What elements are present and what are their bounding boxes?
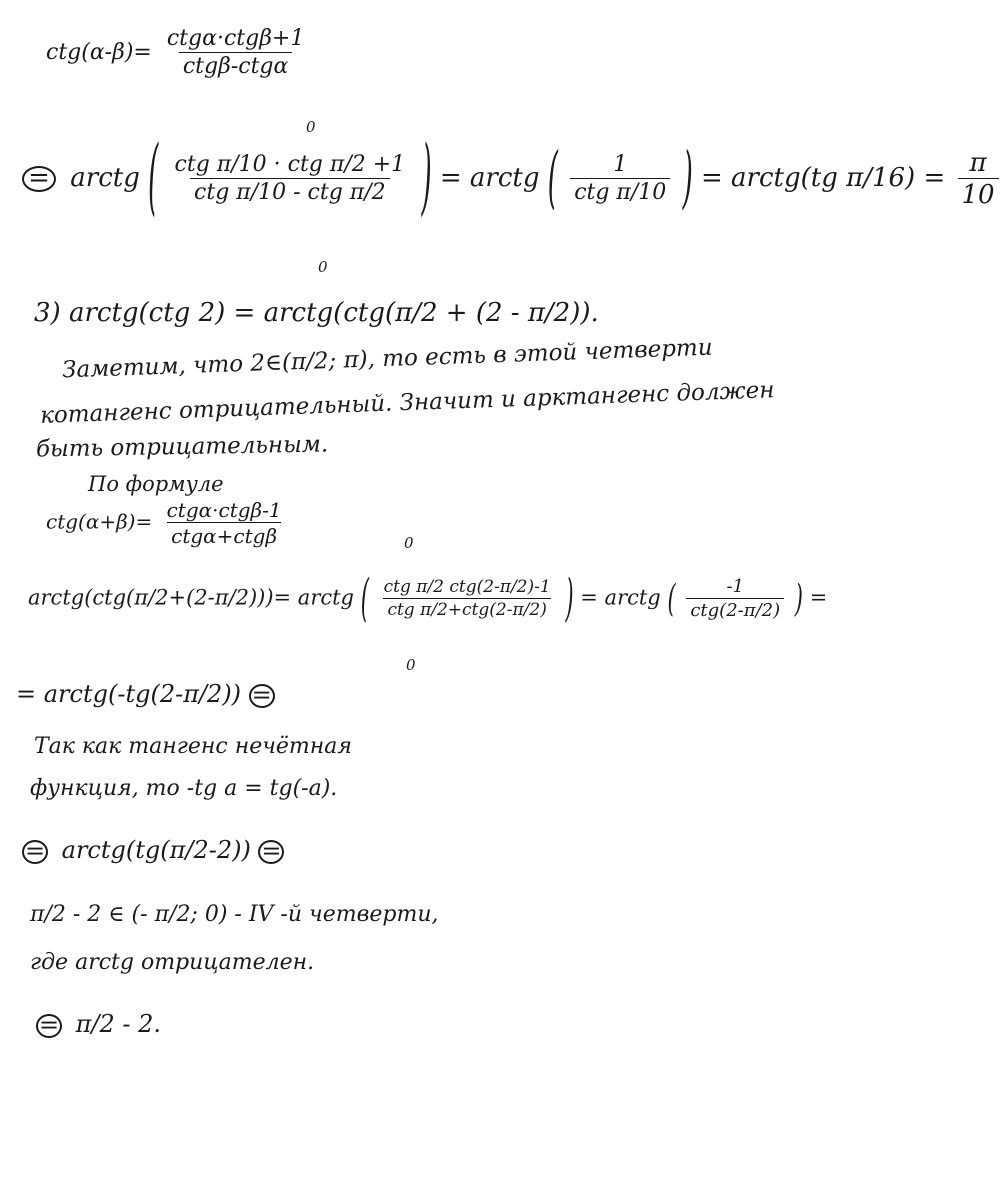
- step2-zero-bottom: 0: [406, 656, 416, 674]
- range-line-2-text: где arctg отрицателен.: [30, 950, 315, 975]
- note-text-2: котангенс отрицательный. Значит и арктангенс должен: [39, 377, 775, 429]
- step1-arctg: arctg: [70, 163, 140, 193]
- odd-note-1: [34, 736, 352, 758]
- note-text-3: быть отрицательным.: [35, 431, 329, 463]
- step1-zero-top: 0: [306, 118, 316, 136]
- formula-ctg-difference: [46, 28, 312, 78]
- note-text-1: Заметим, что 2∈(π/2; π), то есть в этой четверти: [61, 334, 713, 384]
- formula-ctg-sum: [46, 500, 290, 546]
- step2-denominator2: ctg(2-π/2): [686, 598, 784, 620]
- formula1-lhs: ctg(α-β)=: [46, 40, 152, 65]
- note-line-3: [36, 433, 329, 461]
- step1-numerator: ctg π/10 · ctg π/2 +1: [174, 152, 406, 177]
- range-line-2: [30, 952, 314, 974]
- step2-lhs: arctg(ctg(π/2+(2-π/2)))= arctg: [28, 585, 355, 610]
- item3-line: [34, 300, 599, 326]
- step2-paren-close: ): [565, 569, 574, 627]
- formula2-numerator: ctgα·ctgβ-1: [166, 498, 282, 522]
- formula2-denominator: ctgα+ctgβ: [167, 522, 281, 546]
- step1-paren-open: (: [148, 131, 159, 227]
- step2-paren-open: (: [360, 569, 369, 627]
- range-line-text: π/2 - 2 ∈ (- π/2; 0) - IV -й четверти,: [30, 902, 439, 927]
- note-line-2: [40, 379, 775, 428]
- step2-numerator: ctg π/2 ctg(2-π/2)-1: [383, 577, 551, 597]
- step4-eq-circle: =: [22, 840, 48, 864]
- answer-line: [36, 1012, 161, 1038]
- odd-note-text-1: Так как тангенс нечётная: [34, 734, 352, 759]
- step1-paren-close: ): [421, 131, 432, 227]
- formula1-denominator: ctgβ-ctgα: [179, 52, 293, 78]
- answer-text: π/2 - 2.: [75, 1010, 162, 1038]
- formula2-label: [88, 474, 224, 495]
- step2-zero-top: 0: [404, 534, 414, 552]
- step1-zero-bottom: 0: [318, 258, 328, 276]
- step2-paren2-open: (: [667, 576, 676, 620]
- step3-eq-circle: =: [249, 684, 275, 708]
- step2-tail: =: [809, 585, 828, 610]
- step1-result: [958, 150, 999, 208]
- step1-fraction2: [570, 154, 670, 204]
- step1-eq2: = arctg(tg π/16) =: [700, 163, 946, 193]
- step4-eq-circle-2: =: [258, 840, 284, 864]
- step1-fraction: [171, 154, 410, 204]
- step1-denominator2: ctg π/10: [570, 178, 670, 204]
- step2-eq: = arctg: [580, 585, 661, 610]
- range-line: [30, 904, 439, 926]
- step2-line: [28, 569, 828, 627]
- step4-line: [22, 838, 290, 864]
- step1-line: [22, 131, 1003, 227]
- step1-denominator: ctg π/10 - ctg π/2: [190, 178, 390, 204]
- formula2-lhs: ctg(α+β)=: [46, 509, 153, 534]
- note-line-1: [61, 334, 713, 384]
- odd-note-2: [30, 778, 337, 800]
- step2-fraction: [380, 579, 555, 619]
- step3-line: [16, 682, 281, 708]
- step1-numerator2: 1: [613, 152, 628, 177]
- step2-fraction2: [686, 578, 784, 620]
- step4-text: arctg(tg(π/2-2)): [61, 836, 251, 864]
- step1-result-den: 10: [958, 178, 999, 208]
- step1-eq-circle: =: [22, 166, 56, 192]
- step1-result-num: π: [969, 148, 987, 178]
- step3-text: = arctg(-tg(2-π/2)): [16, 680, 242, 708]
- formula1-numerator: ctgα·ctgβ+1: [166, 26, 305, 51]
- formula2-fraction: [163, 500, 286, 546]
- answer-eq-circle: =: [36, 1014, 62, 1038]
- step2-numerator2: -1: [726, 576, 744, 597]
- item3-text: 3) arctg(ctg 2) = arctg(ctg(π/2 + (2 - π/2)).: [34, 298, 599, 328]
- step1-eq1: = arctg: [439, 163, 540, 193]
- step2-denominator: ctg π/2+ctg(2-π/2): [383, 598, 550, 619]
- step1-paren2-close: ): [682, 140, 693, 218]
- step1-paren2-open: (: [547, 140, 558, 218]
- step2-paren2-close: ): [794, 576, 803, 620]
- odd-note-text-2: функция, то -tg a = tg(-a).: [30, 776, 338, 801]
- formula1-fraction: [163, 28, 309, 78]
- formula2-label-text: По формуле: [88, 472, 224, 496]
